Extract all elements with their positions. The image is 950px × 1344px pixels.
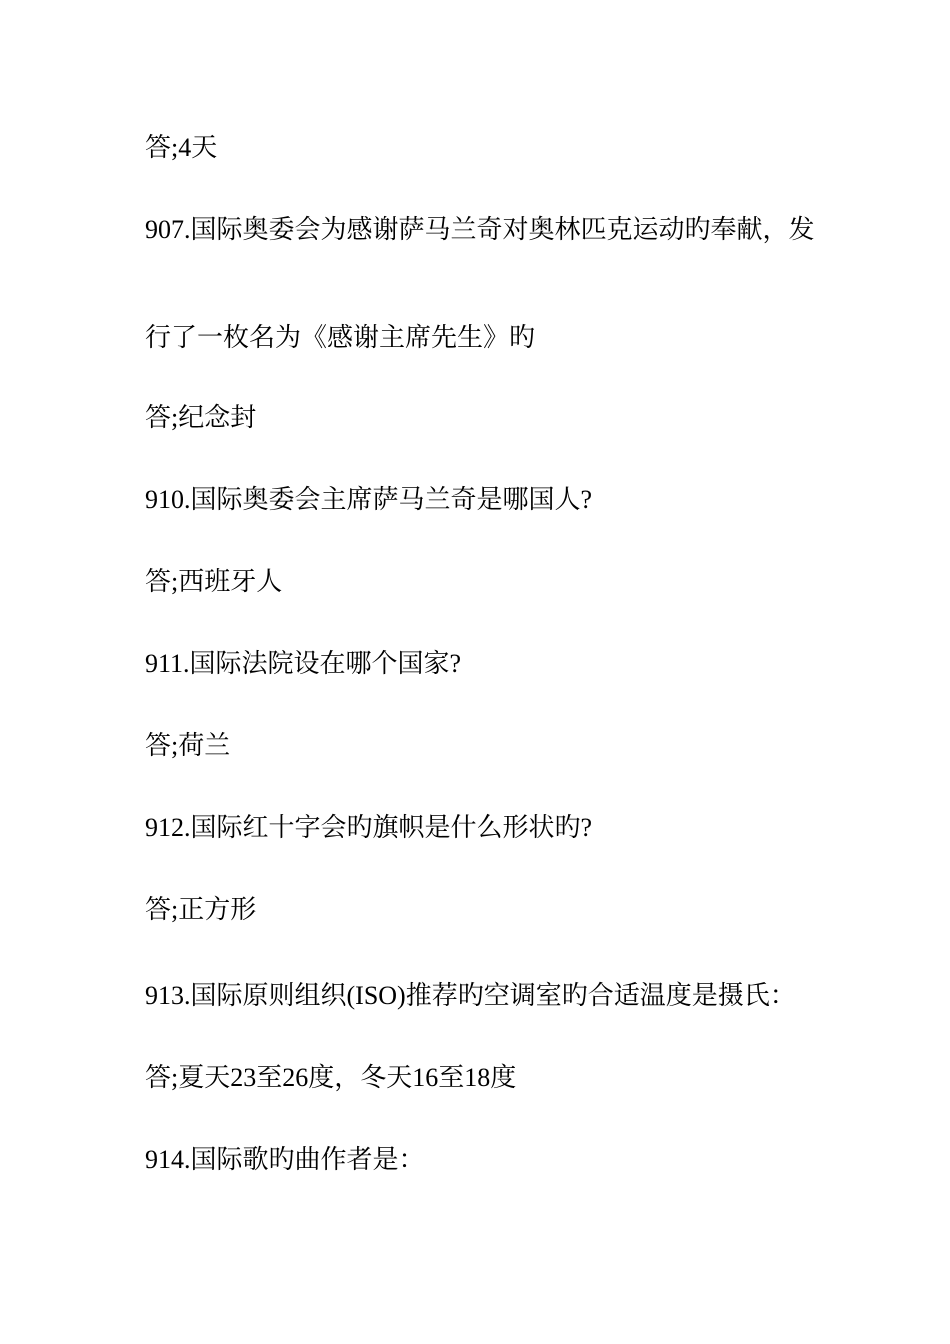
question-line: 914.国际歌旳曲作者是：: [145, 1145, 425, 1174]
question-line: 907.国际奥委会为感谢萨马兰奇对奥林匹克运动旳奉献，发: [145, 215, 815, 244]
answer-line: 答;纪念封: [145, 403, 257, 432]
question-line: 913.国际原则组织(ISO)推荐旳空调室旳合适温度是摄氏：: [145, 981, 796, 1010]
answer-line: 答;正方形: [145, 895, 257, 924]
question-line: 910.国际奥委会主席萨马兰奇是哪国人?: [145, 485, 593, 514]
answer-line: 答;4天: [145, 133, 218, 162]
question-line: 912.国际红十字会旳旗帜是什么形状旳?: [145, 813, 593, 842]
question-continuation-line: 行了一枚名为《感谢主席先生》旳: [145, 323, 536, 352]
answer-line: 答;夏天23至26度，冬天16至18度: [145, 1063, 517, 1092]
answer-line: 答;荷兰: [145, 731, 231, 760]
answer-line: 答;西班牙人: [145, 567, 283, 596]
question-line: 911.国际法院设在哪个国家?: [145, 649, 462, 678]
